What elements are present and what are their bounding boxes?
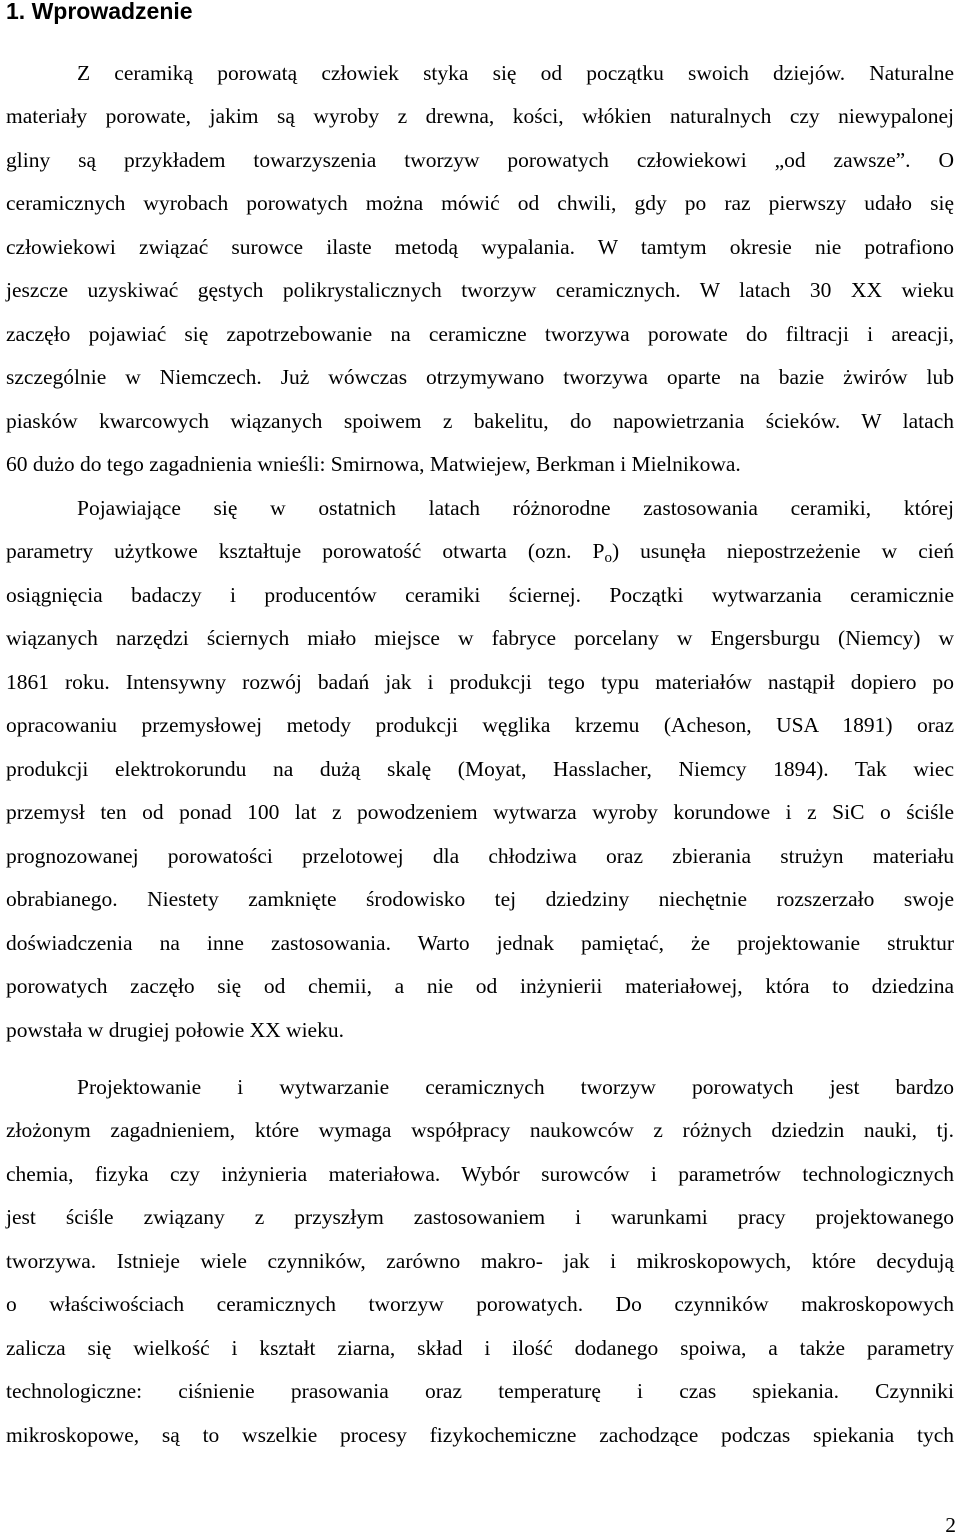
text-line: Pojawiające się w ostatnich latach różnorodne zastosowania ceramiki, której bbox=[77, 496, 954, 520]
text-line: 1861 roku. Intensywny rozwój badań jak i produkcji tego typu materiałów nastąpił dopiero po bbox=[6, 670, 954, 694]
text-line: obrabianego. Niestety zamknięte środowisko tej dziedziny niechętnie rozszerzało swoje bbox=[6, 887, 954, 911]
text-line: prognozowanej porowatości przelotowej dla chłodziwa oraz zbierania strużyn materiału bbox=[6, 844, 954, 868]
text-line: technologiczne: ciśnienie prasowania oraz temperaturę i czas spiekania. Czynniki bbox=[6, 1379, 954, 1403]
text-line: szczególnie w Niemczech. Już wówczas otrzymywano tworzywa oparte na bazie żwirów lub bbox=[6, 365, 954, 389]
text-line: człowiekowi związać surowce ilaste metodą wypalania. W tamtym okresie nie potrafiono bbox=[6, 235, 954, 259]
text-line: 60 dużo do tego zagadnienia wnieśli: Smirnowa, Matwiejew, Berkman i Mielnikowa. bbox=[6, 452, 741, 476]
text-line: produkcji elektrokorundu na dużą skalę (Moyat, Hasslacher, Niemcy 1894). Tak wiec bbox=[6, 757, 954, 781]
text-line: jeszcze uzyskiwać gęstych polikrystalicznych tworzyw ceramicznych. W latach 30 XX wieku bbox=[6, 278, 954, 302]
text-line: Z ceramiką porowatą człowiek styka się od początku swoich dziejów. Naturalne bbox=[77, 61, 954, 85]
text-line: jest ściśle związany z przyszłym zastosowaniem i warunkami pracy projektowanego bbox=[6, 1205, 954, 1229]
text-line: Projektowanie i wytwarzanie ceramicznych tworzyw porowatych jest bardzo bbox=[77, 1075, 954, 1099]
text-line: chemia, fizyka czy inżynieria materiałowa. Wybór surowców i parametrów technologicznych bbox=[6, 1162, 954, 1186]
text-line: przemysł ten od ponad 100 lat z powodzeniem wytwarza wyroby korundowe i z SiC o ściśle bbox=[6, 800, 954, 824]
text-segment: parametry użytkowe kształtuje porowatość otwarta (ozn. P bbox=[6, 539, 605, 563]
section-heading: 1. Wprowadzenie bbox=[6, 0, 193, 24]
text-line: opracowaniu przemysłowej metody produkcji węglika krzemu (Acheson, USA 1891) oraz bbox=[6, 713, 954, 737]
page-number: 2 bbox=[945, 1513, 956, 1537]
text-line: wiązanych narzędzi ściernych miało miejsce w fabryce porcelany w Engersburgu (Niemcy) w bbox=[6, 626, 954, 650]
text-line: porowatych zaczęło się od chemii, a nie od inżynierii materiałowej, która to dziedzina bbox=[6, 974, 954, 998]
text-line: piasków kwarcowych wiązanych spoiwem z bakelitu, do napowietrzania ścieków. W latach bbox=[6, 409, 954, 433]
text-line: o właściwościach ceramicznych tworzyw porowatych. Do czynników makroskopowych bbox=[6, 1292, 954, 1316]
text-line: osiągnięcia badaczy i producentów ceramiki ściernej. Początki wytwarzania ceramicznie bbox=[6, 583, 954, 607]
text-line: ceramicznych wyrobach porowatych można mówić od chwili, gdy po raz pierwszy udało się bbox=[6, 191, 954, 215]
text-line: doświadczenia na inne zastosowania. Warto jednak pamiętać, że projektowanie struktur bbox=[6, 931, 954, 955]
text-line bbox=[6, 536, 954, 566]
text-line: tworzywa. Istnieje wiele czynników, zarówno makro- jak i mikroskopowych, które decydują bbox=[6, 1249, 954, 1273]
text-line: gliny są przykładem towarzyszenia tworzyw porowatych człowiekowi „od zawsze”. O bbox=[6, 148, 954, 172]
text-line: złożonym zagadnieniem, które wymaga współpracy naukowców z różnych dziedzin nauki, tj. bbox=[6, 1118, 954, 1142]
text-line: mikroskopowe, są to wszelkie procesy fizykochemiczne zachodzące podczas spiekania tych bbox=[6, 1423, 954, 1447]
text-line: materiały porowate, jakim są wyroby z drewna, kości, włókien naturalnych czy niewypalonej bbox=[6, 104, 954, 128]
text-segment: ) usunęła niepostrzeżenie w cień bbox=[611, 539, 955, 563]
subscript: o bbox=[604, 549, 612, 566]
text-line: zaczęło pojawiać się zapotrzebowanie na ceramiczne tworzywa porowate do filtracji i areacji, bbox=[6, 322, 954, 346]
text-line: powstała w drugiej połowie XX wieku. bbox=[6, 1018, 344, 1042]
text-line: zalicza się wielkość i kształt ziarna, skład i ilość dodanego spoiwa, a także parametry bbox=[6, 1336, 954, 1360]
